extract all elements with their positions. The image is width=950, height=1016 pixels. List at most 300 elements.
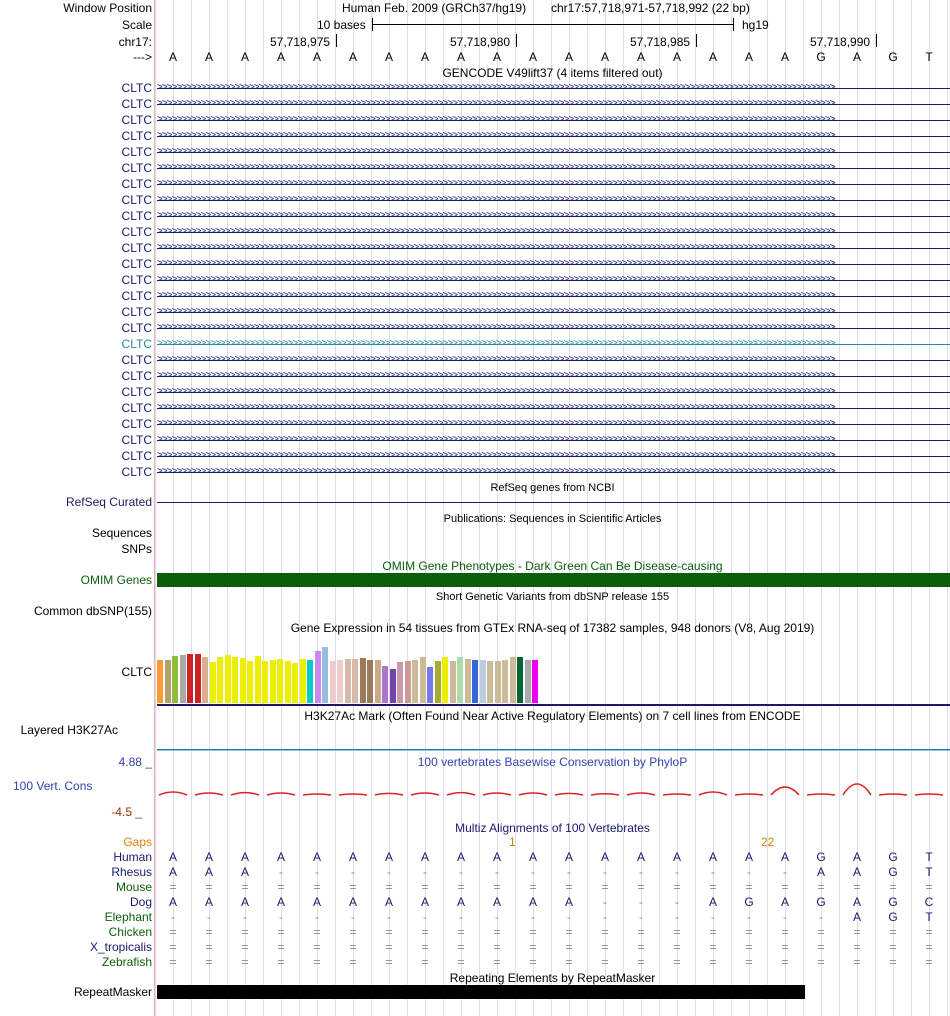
phylop-score-mark[interactable]	[411, 793, 439, 795]
sequence-base: T	[925, 50, 933, 64]
alignment-base: =	[817, 940, 825, 954]
scale-label: Scale	[121, 18, 152, 32]
alignment-base: A	[168, 865, 177, 879]
publications-label-sequences[interactable]: Sequences	[91, 526, 152, 540]
alignment-base: =	[889, 925, 897, 939]
alignment-base: =	[277, 880, 285, 894]
phylop-score-mark[interactable]	[519, 793, 547, 795]
publications-label-snps[interactable]: SNPs	[121, 542, 152, 556]
multiz-gap-count[interactable]: 22	[761, 835, 775, 849]
dbsnp-track-title[interactable]: Short Genetic Variants from dbSNP release 155	[435, 591, 670, 603]
alignment-base: A	[348, 850, 357, 864]
alignment-base: =	[745, 955, 753, 969]
publications-track-title[interactable]: Publications: Sequences in Scientific Articles	[443, 513, 662, 525]
alignment-base: =	[853, 955, 861, 969]
alignment-base: =	[457, 940, 465, 954]
alignment-base: =	[781, 940, 789, 954]
gencode-transcript-label[interactable]: CLTC	[121, 449, 152, 463]
sequence-base: A	[168, 50, 177, 64]
alignment-base: G	[816, 850, 826, 864]
alignment-base: A	[276, 850, 285, 864]
alignment-base: =	[673, 955, 681, 969]
multiz-species-label[interactable]: Elephant	[104, 910, 152, 924]
strand-arrows: >>>>>>>>>>>>>>>>>>>>>>>>>>>>>>>>>>>>>>>>>>>>>>>>>>>>>>>>>>>>>>>>>>>>>>>>>>>>>>>>>>>>>>>>>>>>>>>>>>>>>>>>>>>>>>>>>>>>>>>>>>>>>>>>>>>>>>>>>>>>	[157, 114, 835, 125]
alignment-base: =	[601, 925, 609, 939]
gencode-transcript-label[interactable]: CLTC	[121, 305, 152, 319]
strand-arrows: >>>>>>>>>>>>>>>>>>>>>>>>>>>>>>>>>>>>>>>>>>>>>>>>>>>>>>>>>>>>>>>>>>>>>>>>>>>>>>>>>>>>>>>>>>>>>>>>>>>>>>>>>>>>>>>>>>>>>>>>>>>>>>>>>>>>>>>>>>>>	[157, 450, 835, 461]
alignment-base: =	[385, 940, 393, 954]
alignment-base: -	[675, 910, 679, 924]
phylop-track-title[interactable]: 100 vertebrates Basewise Conservation by PhyloP	[417, 755, 688, 769]
alignment-base: =	[637, 955, 645, 969]
alignment-base: =	[493, 940, 501, 954]
sequence-base: G	[888, 50, 898, 64]
gencode-transcript-label[interactable]: CLTC	[121, 193, 152, 207]
strand-arrows: >>>>>>>>>>>>>>>>>>>>>>>>>>>>>>>>>>>>>>>>>>>>>>>>>>>>>>>>>>>>>>>>>>>>>>>>>>>>>>>>>>>>>>>>>>>>>>>>>>>>>>>>>>>>>>>>>>>>>>>>>>>>>>>>>>>>>>>>>>>>	[157, 178, 835, 189]
strand-arrows: >>>>>>>>>>>>>>>>>>>>>>>>>>>>>>>>>>>>>>>>>>>>>>>>>>>>>>>>>>>>>>>>>>>>>>>>>>>>>>>>>>>>>>>>>>>>>>>>>>>>>>>>>>>>>>>>>>>>>>>>>>>>>>>>>>>>>>>>>>>>	[157, 226, 835, 237]
alignment-base: =	[709, 955, 717, 969]
alignment-base: G	[888, 910, 898, 924]
sequence-base: A	[528, 50, 537, 64]
alignment-base: =	[601, 955, 609, 969]
gencode-transcript-label[interactable]: CLTC	[121, 81, 152, 95]
strand-arrows: >>>>>>>>>>>>>>>>>>>>>>>>>>>>>>>>>>>>>>>>>>>>>>>>>>>>>>>>>>>>>>>>>>>>>>>>>>>>>>>>>>>>>>>>>>>>>>>>>>>>>>>>>>>>>>>>>>>>>>>>>>>>>>>>>>>>>>>>>>>>	[157, 338, 835, 349]
strand-arrows: >>>>>>>>>>>>>>>>>>>>>>>>>>>>>>>>>>>>>>>>>>>>>>>>>>>>>>>>>>>>>>>>>>>>>>>>>>>>>>>>>>>>>>>>>>>>>>>>>>>>>>>>>>>>>>>>>>>>>>>>>>>>>>>>>>>>>>>>>>>>	[157, 466, 835, 477]
alignment-base: =	[313, 925, 321, 939]
sequence-base: A	[420, 50, 429, 64]
strand-arrows: >>>>>>>>>>>>>>>>>>>>>>>>>>>>>>>>>>>>>>>>>>>>>>>>>>>>>>>>>>>>>>>>>>>>>>>>>>>>>>>>>>>>>>>>>>>>>>>>>>>>>>>>>>>>>>>>>>>>>>>>>>>>>>>>>>>>>>>>>>>>	[157, 386, 835, 397]
alignment-base: =	[457, 880, 465, 894]
alignment-base: =	[673, 940, 681, 954]
alignment-base: -	[783, 865, 787, 879]
alignment-base: -	[531, 865, 535, 879]
alignment-base: -	[351, 910, 355, 924]
alignment-base: =	[169, 925, 177, 939]
alignment-base: -	[675, 895, 679, 909]
tick-label: 57,718,975	[270, 35, 331, 49]
alignment-base: A	[816, 865, 825, 879]
alignment-base: -	[747, 910, 751, 924]
gencode-transcript-label[interactable]: CLTC	[121, 337, 152, 351]
alignment-base: A	[708, 895, 717, 909]
sequence-base: A	[852, 50, 861, 64]
refseq-track-label[interactable]: RefSeq Curated	[65, 495, 152, 509]
alignment-base: =	[169, 940, 177, 954]
multiz-species-label[interactable]: Dog	[129, 895, 152, 909]
sequence-base: A	[564, 50, 573, 64]
alignment-base: =	[529, 955, 537, 969]
phylop-score-mark[interactable]	[843, 784, 871, 795]
gencode-transcript-label[interactable]: CLTC	[121, 417, 152, 431]
repeatmasker-element-bar[interactable]	[157, 985, 805, 999]
alignment-base: =	[313, 880, 321, 894]
phylop-score-mark[interactable]	[195, 793, 223, 795]
alignment-base: =	[529, 880, 537, 894]
alignment-base: =	[493, 955, 501, 969]
alignment-base: A	[852, 865, 861, 879]
gencode-transcript-label[interactable]: CLTC	[121, 321, 152, 335]
alignment-base: =	[781, 955, 789, 969]
gencode-transcript-label[interactable]: CLTC	[121, 433, 152, 447]
alignment-base: =	[565, 955, 573, 969]
phylop-score-mark[interactable]	[339, 794, 367, 795]
alignment-base: =	[529, 940, 537, 954]
strand-arrows: >>>>>>>>>>>>>>>>>>>>>>>>>>>>>>>>>>>>>>>>>>>>>>>>>>>>>>>>>>>>>>>>>>>>>>>>>>>>>>>>>>>>>>>>>>>>>>>>>>>>>>>>>>>>>>>>>>>>>>>>>>>>>>>>>>>>>>>>>>>>	[157, 82, 835, 93]
alignment-base: -	[423, 910, 427, 924]
multiz-gap-count[interactable]: 1	[509, 835, 516, 849]
strand-arrows: >>>>>>>>>>>>>>>>>>>>>>>>>>>>>>>>>>>>>>>>>>>>>>>>>>>>>>>>>>>>>>>>>>>>>>>>>>>>>>>>>>>>>>>>>>>>>>>>>>>>>>>>>>>>>>>>>>>>>>>>>>>>>>>>>>>>>>>>>>>>	[157, 210, 835, 221]
alignment-base: =	[601, 940, 609, 954]
gencode-transcript-label[interactable]: CLTC	[121, 257, 152, 271]
gencode-transcript-label[interactable]: CLTC	[121, 113, 152, 127]
sequence-base: A	[744, 50, 753, 64]
alignment-base: =	[565, 925, 573, 939]
alignment-base: =	[925, 925, 933, 939]
alignment-base: =	[349, 955, 357, 969]
alignment-base: G	[888, 850, 898, 864]
alignment-base: A	[456, 850, 465, 864]
alignment-base: =	[925, 880, 933, 894]
alignment-base: =	[709, 925, 717, 939]
gencode-transcript-label[interactable]: CLTC	[121, 145, 152, 159]
sequence-base: A	[492, 50, 501, 64]
phylop-score-mark[interactable]	[267, 793, 295, 795]
phylop-score-mark[interactable]	[699, 792, 727, 795]
sequence-base: A	[312, 50, 321, 64]
alignment-base: =	[241, 955, 249, 969]
alignment-base: =	[709, 940, 717, 954]
scale-db: hg19	[742, 18, 769, 32]
alignment-base: A	[852, 850, 861, 864]
alignment-base: T	[925, 865, 933, 879]
alignment-base: -	[387, 865, 391, 879]
alignment-base: A	[168, 850, 177, 864]
alignment-base: A	[204, 895, 213, 909]
alignment-base: =	[205, 955, 213, 969]
sequence-base: A	[636, 50, 645, 64]
gencode-transcript-label[interactable]: CLTC	[121, 465, 152, 479]
alignment-base: =	[169, 880, 177, 894]
alignment-base: A	[420, 895, 429, 909]
alignment-base: A	[204, 865, 213, 879]
alignment-base: =	[241, 940, 249, 954]
alignment-base: A	[348, 895, 357, 909]
phylop-score-mark[interactable]	[627, 793, 655, 795]
gencode-transcript-label[interactable]: CLTC	[121, 209, 152, 223]
phylop-score-mark[interactable]	[159, 792, 187, 795]
alignment-base: -	[747, 865, 751, 879]
multiz-track-title[interactable]: Multiz Alignments of 100 Vertebrates	[455, 821, 650, 835]
alignment-base: A	[780, 895, 789, 909]
alignment-base: =	[745, 925, 753, 939]
h3k27ac-track-title[interactable]: H3K27Ac Mark (Often Found Near Active Regulatory Elements) on 7 cell lines from ENCODE	[304, 709, 801, 723]
alignment-base: =	[817, 880, 825, 894]
gencode-transcript-label[interactable]: CLTC	[121, 97, 152, 111]
strand-arrows: >>>>>>>>>>>>>>>>>>>>>>>>>>>>>>>>>>>>>>>>>>>>>>>>>>>>>>>>>>>>>>>>>>>>>>>>>>>>>>>>>>>>>>>>>>>>>>>>>>>>>>>>>>>>>>>>>>>>>>>>>>>>>>>>>>>>>>>>>>>>	[157, 290, 835, 301]
gencode-transcript-label[interactable]: CLTC	[121, 289, 152, 303]
alignment-base: =	[529, 925, 537, 939]
alignment-base: =	[889, 955, 897, 969]
alignment-base: -	[639, 910, 643, 924]
alignment-base: A	[564, 895, 573, 909]
alignment-base: =	[385, 880, 393, 894]
alignment-base: G	[816, 895, 826, 909]
sequence-base: A	[672, 50, 681, 64]
strand-arrows: >>>>>>>>>>>>>>>>>>>>>>>>>>>>>>>>>>>>>>>>>>>>>>>>>>>>>>>>>>>>>>>>>>>>>>>>>>>>>>>>>>>>>>>>>>>>>>>>>>>>>>>>>>>>>>>>>>>>>>>>>>>>>>>>>>>>>>>>>>>>	[157, 146, 835, 157]
alignment-base: =	[637, 940, 645, 954]
tick-label: 57,718,980	[450, 35, 511, 49]
phylop-score-mark[interactable]	[663, 794, 691, 795]
alignment-base: =	[493, 925, 501, 939]
alignment-base: -	[603, 865, 607, 879]
position-text: chr17:57,718,971-57,718,992 (22 bp)	[551, 1, 750, 15]
multiz-species-label[interactable]: Rhesus	[111, 865, 152, 879]
sequence-base: A	[204, 50, 213, 64]
phylop-score-mark[interactable]	[303, 794, 331, 795]
alignment-base: =	[457, 925, 465, 939]
sequence-base: A	[456, 50, 465, 64]
strand-arrow-label[interactable]: --->	[133, 50, 152, 64]
gencode-transcript-label[interactable]: CLTC	[121, 369, 152, 383]
tick-label: 57,718,985	[630, 35, 691, 49]
alignment-base: -	[207, 910, 211, 924]
alignment-base: =	[709, 880, 717, 894]
omim-track-title[interactable]: OMIM Gene Phenotypes - Dark Green Can Be Disease-causing	[382, 559, 723, 573]
alignment-base: =	[565, 940, 573, 954]
strand-arrows: >>>>>>>>>>>>>>>>>>>>>>>>>>>>>>>>>>>>>>>>>>>>>>>>>>>>>>>>>>>>>>>>>>>>>>>>>>>>>>>>>>>>>>>>>>>>>>>>>>>>>>>>>>>>>>>>>>>>>>>>>>>>>>>>>>>>>>>>>>>>	[157, 258, 835, 269]
alignment-base: A	[528, 895, 537, 909]
alignment-base: =	[925, 955, 933, 969]
strand-arrows: >>>>>>>>>>>>>>>>>>>>>>>>>>>>>>>>>>>>>>>>>>>>>>>>>>>>>>>>>>>>>>>>>>>>>>>>>>>>>>>>>>>>>>>>>>>>>>>>>>>>>>>>>>>>>>>>>>>>>>>>>>>>>>>>>>>>>>>>>>>>	[157, 274, 835, 285]
alignment-base: A	[852, 895, 861, 909]
dbsnp-track-label[interactable]: Common dbSNP(155)	[33, 604, 152, 618]
alignment-base: -	[279, 865, 283, 879]
alignment-base: -	[783, 910, 787, 924]
alignment-base: -	[315, 910, 319, 924]
alignment-base: =	[349, 940, 357, 954]
phylop-min-label: -4.5 _	[111, 805, 142, 819]
multiz-species-label[interactable]: X_tropicalis	[89, 940, 152, 954]
phylop-score-mark[interactable]	[735, 794, 763, 795]
repeatmasker-track-label[interactable]: RepeatMasker	[73, 985, 152, 999]
phylop-score-mark[interactable]	[447, 793, 475, 795]
alignment-base: =	[313, 940, 321, 954]
alignment-base: -	[603, 910, 607, 924]
sequence-base: A	[240, 50, 249, 64]
alignment-base: G	[888, 895, 898, 909]
chrom-label: chr17:	[118, 35, 152, 49]
phylop-track-label[interactable]: 100 Vert. Cons	[13, 779, 93, 793]
alignment-base: =	[781, 925, 789, 939]
alignment-base: A	[384, 850, 393, 864]
assembly-text: Human Feb. 2009 (GRCh37/hg19)	[342, 1, 527, 15]
multiz-species-label[interactable]: Mouse	[115, 880, 152, 894]
strand-arrows: >>>>>>>>>>>>>>>>>>>>>>>>>>>>>>>>>>>>>>>>>>>>>>>>>>>>>>>>>>>>>>>>>>>>>>>>>>>>>>>>>>>>>>>>>>>>>>>>>>>>>>>>>>>>>>>>>>>>>>>>>>>>>>>>>>>>>>>>>>>>	[157, 322, 835, 333]
gencode-transcript-label[interactable]: CLTC	[121, 161, 152, 175]
sequence-base: A	[384, 50, 393, 64]
alignment-base: =	[277, 955, 285, 969]
alignment-base: -	[243, 910, 247, 924]
alignment-base: =	[205, 925, 213, 939]
alignment-base: =	[457, 955, 465, 969]
sequence-base: G	[816, 50, 826, 64]
alignment-base: -	[495, 865, 499, 879]
alignment-base: -	[711, 865, 715, 879]
alignment-base: =	[565, 880, 573, 894]
alignment-base: -	[495, 910, 499, 924]
alignment-base: A	[492, 850, 501, 864]
gencode-transcript-label[interactable]: CLTC	[121, 241, 152, 255]
alignment-base: =	[817, 925, 825, 939]
alignment-base: =	[277, 940, 285, 954]
gencode-transcript-label[interactable]: CLTC	[121, 401, 152, 415]
alignment-base: C	[924, 895, 934, 909]
phylop-score-mark[interactable]	[591, 794, 619, 795]
alignment-base: -	[675, 865, 679, 879]
alignment-base: =	[853, 925, 861, 939]
alignment-base: A	[456, 895, 465, 909]
alignment-base: A	[564, 850, 573, 864]
alignment-base: A	[240, 895, 249, 909]
sequence-base: A	[600, 50, 609, 64]
omim-track-label[interactable]: OMIM Genes	[80, 573, 152, 587]
alignment-base: =	[745, 880, 753, 894]
alignment-base: -	[603, 895, 607, 909]
alignment-base: A	[780, 850, 789, 864]
strand-arrows: >>>>>>>>>>>>>>>>>>>>>>>>>>>>>>>>>>>>>>>>>>>>>>>>>>>>>>>>>>>>>>>>>>>>>>>>>>>>>>>>>>>>>>>>>>>>>>>>>>>>>>>>>>>>>>>>>>>>>>>>>>>>>>>>>>>>>>>>>>>>	[157, 194, 835, 205]
strand-arrows: >>>>>>>>>>>>>>>>>>>>>>>>>>>>>>>>>>>>>>>>>>>>>>>>>>>>>>>>>>>>>>>>>>>>>>>>>>>>>>>>>>>>>>>>>>>>>>>>>>>>>>>>>>>>>>>>>>>>>>>>>>>>>>>>>>>>>>>>>>>>	[157, 402, 835, 413]
alignment-base: =	[637, 925, 645, 939]
strand-arrows: >>>>>>>>>>>>>>>>>>>>>>>>>>>>>>>>>>>>>>>>>>>>>>>>>>>>>>>>>>>>>>>>>>>>>>>>>>>>>>>>>>>>>>>>>>>>>>>>>>>>>>>>>>>>>>>>>>>>>>>>>>>>>>>>>>>>>>>>>>>>	[157, 130, 835, 141]
alignment-base: =	[241, 925, 249, 939]
phylop-score-mark[interactable]	[375, 793, 403, 795]
gtex-track-title[interactable]: Gene Expression in 54 tissues from GTEx RNA-seq of 17382 samples, 948 donors (V8, Aug 2019)	[290, 621, 815, 635]
alignment-base: =	[421, 880, 429, 894]
alignment-base: T	[925, 910, 933, 924]
alignment-base: =	[313, 955, 321, 969]
alignment-base: -	[531, 910, 535, 924]
alignment-base: =	[673, 925, 681, 939]
strand-arrows: >>>>>>>>>>>>>>>>>>>>>>>>>>>>>>>>>>>>>>>>>>>>>>>>>>>>>>>>>>>>>>>>>>>>>>>>>>>>>>>>>>>>>>>>>>>>>>>>>>>>>>>>>>>>>>>>>>>>>>>>>>>>>>>>>>>>>>>>>>>>	[157, 354, 835, 365]
alignment-base: =	[349, 925, 357, 939]
alignment-base: A	[528, 850, 537, 864]
alignment-base: =	[421, 955, 429, 969]
alignment-base: A	[672, 850, 681, 864]
multiz-gaps-label[interactable]: Gaps	[123, 835, 152, 849]
gencode-transcript-label[interactable]: CLTC	[121, 177, 152, 191]
alignment-base: =	[889, 940, 897, 954]
alignment-base: T	[925, 850, 933, 864]
repeatmasker-track-title[interactable]: Repeating Elements by RepeatMasker	[449, 971, 656, 985]
alignment-base: G	[744, 895, 754, 909]
sequence-base: A	[780, 50, 789, 64]
alignment-base: A	[240, 850, 249, 864]
alignment-base: =	[349, 880, 357, 894]
alignment-base: =	[601, 880, 609, 894]
window-position-label: Window Position	[63, 1, 152, 15]
gencode-transcript-label[interactable]: CLTC	[121, 385, 152, 399]
gencode-transcript-label[interactable]: CLTC	[121, 129, 152, 143]
alignment-base: =	[745, 940, 753, 954]
alignment-base: =	[493, 880, 501, 894]
alignment-base: A	[744, 850, 753, 864]
alignment-base: -	[279, 910, 283, 924]
alignment-base: -	[351, 865, 355, 879]
phylop-score-mark[interactable]	[555, 793, 583, 795]
multiz-species-label[interactable]: Zebrafish	[101, 955, 152, 969]
gtex-gene-label[interactable]: CLTC	[121, 665, 152, 679]
multiz-species-label[interactable]: Human	[113, 850, 152, 864]
h3k27ac-track-label[interactable]: Layered H3K27Ac	[20, 723, 118, 737]
alignment-base: -	[711, 910, 715, 924]
alignment-base: A	[384, 895, 393, 909]
alignment-base: A	[708, 850, 717, 864]
alignment-base: =	[169, 955, 177, 969]
phylop-score-mark[interactable]	[771, 787, 799, 795]
gencode-transcript-label[interactable]: CLTC	[121, 225, 152, 239]
alignment-base: -	[567, 910, 571, 924]
alignment-base: -	[819, 910, 823, 924]
alignment-base: A	[852, 910, 861, 924]
alignment-base: -	[423, 865, 427, 879]
alignment-base: =	[277, 925, 285, 939]
alignment-base: A	[204, 850, 213, 864]
alignment-base: =	[925, 940, 933, 954]
strand-arrows: >>>>>>>>>>>>>>>>>>>>>>>>>>>>>>>>>>>>>>>>>>>>>>>>>>>>>>>>>>>>>>>>>>>>>>>>>>>>>>>>>>>>>>>>>>>>>>>>>>>>>>>>>>>>>>>>>>>>>>>>>>>>>>>>>>>>>>>>>>>>	[157, 306, 835, 317]
alignment-base: -	[171, 910, 175, 924]
alignment-base: A	[420, 850, 429, 864]
alignment-base: A	[636, 850, 645, 864]
refseq-track-title[interactable]: RefSeq genes from NCBI	[490, 482, 615, 494]
gencode-track-title[interactable]: GENCODE V49lift37 (4 items filtered out)	[442, 66, 663, 80]
alignment-base: -	[387, 910, 391, 924]
phylop-score-mark[interactable]	[807, 794, 835, 795]
phylop-score-mark[interactable]	[915, 794, 943, 795]
scale-text: 10 bases	[317, 18, 366, 32]
alignment-base: A	[168, 895, 177, 909]
gencode-transcript-label[interactable]: CLTC	[121, 353, 152, 367]
alignment-base: -	[315, 865, 319, 879]
alignment-base: =	[853, 940, 861, 954]
phylop-score-mark[interactable]	[231, 793, 259, 795]
alignment-base: A	[276, 895, 285, 909]
phylop-score-mark[interactable]	[483, 793, 511, 795]
strand-arrows: >>>>>>>>>>>>>>>>>>>>>>>>>>>>>>>>>>>>>>>>>>>>>>>>>>>>>>>>>>>>>>>>>>>>>>>>>>>>>>>>>>>>>>>>>>>>>>>>>>>>>>>>>>>>>>>>>>>>>>>>>>>>>>>>>>>>>>>>>>>>	[157, 242, 835, 253]
alignment-base: -	[567, 865, 571, 879]
strand-arrows: >>>>>>>>>>>>>>>>>>>>>>>>>>>>>>>>>>>>>>>>>>>>>>>>>>>>>>>>>>>>>>>>>>>>>>>>>>>>>>>>>>>>>>>>>>>>>>>>>>>>>>>>>>>>>>>>>>>>>>>>>>>>>>>>>>>>>>>>>>>>	[157, 418, 835, 429]
alignment-base: -	[459, 910, 463, 924]
alignment-base: =	[817, 955, 825, 969]
phylop-score-mark[interactable]	[879, 794, 907, 795]
alignment-base: =	[637, 880, 645, 894]
tick-label: 57,718,990	[810, 35, 871, 49]
alignment-base: =	[385, 955, 393, 969]
sequence-base: A	[708, 50, 717, 64]
alignment-base: -	[639, 865, 643, 879]
alignment-base: =	[385, 925, 393, 939]
alignment-base: A	[600, 850, 609, 864]
alignment-base: =	[205, 880, 213, 894]
strand-arrows: >>>>>>>>>>>>>>>>>>>>>>>>>>>>>>>>>>>>>>>>>>>>>>>>>>>>>>>>>>>>>>>>>>>>>>>>>>>>>>>>>>>>>>>>>>>>>>>>>>>>>>>>>>>>>>>>>>>>>>>>>>>>>>>>>>>>>>>>>>>>	[157, 98, 835, 109]
gencode-transcript-label[interactable]: CLTC	[121, 273, 152, 287]
strand-arrows: >>>>>>>>>>>>>>>>>>>>>>>>>>>>>>>>>>>>>>>>>>>>>>>>>>>>>>>>>>>>>>>>>>>>>>>>>>>>>>>>>>>>>>>>>>>>>>>>>>>>>>>>>>>>>>>>>>>>>>>>>>>>>>>>>>>>>>>>>>>>	[157, 162, 835, 173]
alignment-base: A	[492, 895, 501, 909]
alignment-base: =	[853, 880, 861, 894]
sequence-base: A	[276, 50, 285, 64]
alignment-base: =	[241, 880, 249, 894]
alignment-base: =	[889, 880, 897, 894]
multiz-species-label[interactable]: Chicken	[108, 925, 152, 939]
